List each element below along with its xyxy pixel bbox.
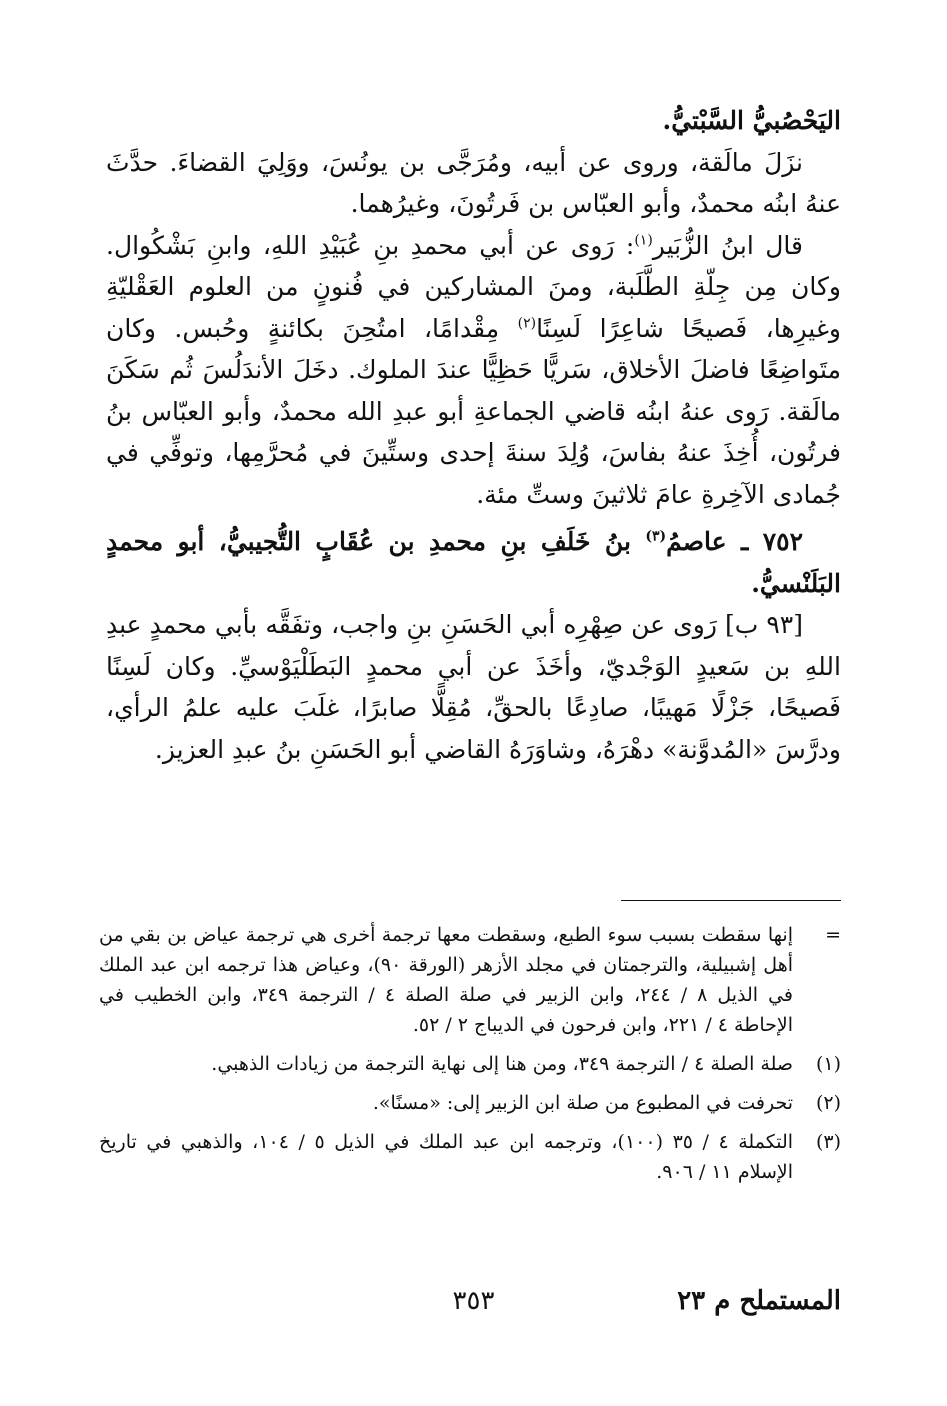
quote-body-part-1: : رَوى عن أبي محمدِ بنِ عُبَيْدِ اللهِ، وابنِ بَشْكُوال. وكان مِن جِلّةِ الطَّلَبة، ومنَ المشاركين في فُنونٍ من العلوم العَقْليّةِ وغيرِها، فَصيحًا شاعِرًا لَسِنًا bbox=[106, 230, 841, 343]
paragraph-ibn-zubayr-quote bbox=[106, 225, 841, 516]
quote-intro: قال ابنُ الزُّبَير bbox=[652, 230, 803, 260]
footnote-number: (٢) bbox=[815, 1092, 841, 1114]
footnote-number: = bbox=[825, 924, 841, 946]
footnote-text: صلة الصلة ٤ / الترجمة ٣٤٩، ومن هنا إلى نهاية الترجمة من زيادات الذهبي. bbox=[211, 1053, 793, 1075]
footnote-marker-2[interactable]: (٢) bbox=[517, 315, 537, 332]
footnote-marker-1[interactable]: (١) bbox=[634, 232, 653, 249]
entry-heading-name: ٧٥٢ ـ عاصمُ bbox=[666, 527, 804, 556]
footnote-1 bbox=[99, 1049, 841, 1079]
entry-heading-lineage: بنُ خَلَفِ بنِ محمدِ بن عُقَابٍ التُّجيبيُّ، أبو محمدٍ البَلَنْسيُّ. bbox=[106, 527, 841, 598]
paragraph-entry-752-body: [٩٣ ب] رَوى عن صِهْرِه أبي الحَسَنِ بنِ واجب، وتفَقَّه بأبي محمدٍ عبدِ اللهِ بن سَعيدٍ الوَجْديّ، وأخَذَ عن أبي محمدٍ البَطَلْيَوْسيِّ. وكان لَسِنًا فَصيحًا، جَزْلًا مَهيبًا، صادِعًا بالحقِّ، مُقِلًّا صابرًا، غلَبَ عليه علمُ الرأي، ودرَّسَ «المُدوَّنة» دهْرَهُ، وشاوَرَهُ القاضي أبو الحَسَنِ بنُ عبدِ العزيز. bbox=[106, 610, 841, 764]
footnote-text: تحرفت في المطبوع من صلة ابن الزبير إلى: «مسنًا». bbox=[372, 1092, 793, 1114]
footnote-text: التكملة ٤ / ٣٥ (١٠٠)، وترجمه ابن عبد الملك في الذيل ٥ / ١٠٤، والذهبي في تاريخ الإسلام ١١ / ٩٠٦. bbox=[99, 1131, 794, 1183]
footnote-3 bbox=[99, 1127, 841, 1187]
entry-continuation-nisba bbox=[106, 100, 841, 142]
running-title: المستملح م ٢٣ bbox=[677, 1286, 841, 1316]
page-footer bbox=[106, 1286, 841, 1326]
footnote-marker-3[interactable]: (٣) bbox=[645, 528, 667, 545]
footnote-number: (١) bbox=[815, 1053, 841, 1075]
footnote-text: إنها سقطت بسبب سوء الطبع، وسقطت معها ترجمة أخرى هي ترجمة عياض بن بقي من أهل إشبيلية، والترجمتان في مجلد الأزهر (الورقة ٩٠)، وعياض هذا ترجمه ابن عبد الملك في الذيل ٨ / ٢٤٤، وابن الزبير في صلة الصلة ٤ / الترجمة ٣٤٩، وابن الخطيب في الإحاطة ٤ / ٢٢١، وابن فرحون في الديباج ٢ / ٥٢. bbox=[99, 924, 793, 1036]
paragraph-biography: نزَلَ مالَقة، وروى عن أبيه، ومُرَجَّى بن يونُسَ، ووَلِيَ القضاءَ. حدَّثَ عنهُ ابنُه محمدٌ، وأبو العبّاس بن فَرتُونَ، وغيرُهما. bbox=[106, 147, 841, 218]
footnote-separator-rule bbox=[621, 900, 841, 901]
footnote-continued bbox=[99, 920, 841, 1040]
page-number: ٣٥٣ bbox=[452, 1286, 495, 1316]
entry-heading-752 bbox=[106, 521, 841, 604]
footnotes-section bbox=[99, 920, 841, 1196]
main-text-block bbox=[106, 100, 841, 770]
footnote-2 bbox=[99, 1088, 841, 1118]
footnote-number: (٣) bbox=[815, 1131, 841, 1153]
nisba-heading: اليَحْصُبيُّ السَّبْتيُّ. bbox=[662, 106, 841, 135]
quote-body-part-2: مِقْدامًا، امتُحِنَ بكائنةٍ وحُبس. وكان متَواضِعًا فاضلَ الأخلاق، سَريًّا حَظِيًّا عندَ الملوك. دخَلَ الأندَلُسَ ثُم سَكَنَ مالَقة. رَوى عنهُ ابنُه قاضي الجماعةِ أبو عبدِ الله محمدٌ، وأبو العبّاس بنُ فرتُون، أُخِذَ عنهُ بفاسَ، وُلِدَ سنةَ إحدى وستِّينَ في مُحرَّمِها، وتوفِّي في جُمادى الآخِرةِ عامَ ثلاثينَ وستِّ مئة. bbox=[106, 313, 841, 509]
